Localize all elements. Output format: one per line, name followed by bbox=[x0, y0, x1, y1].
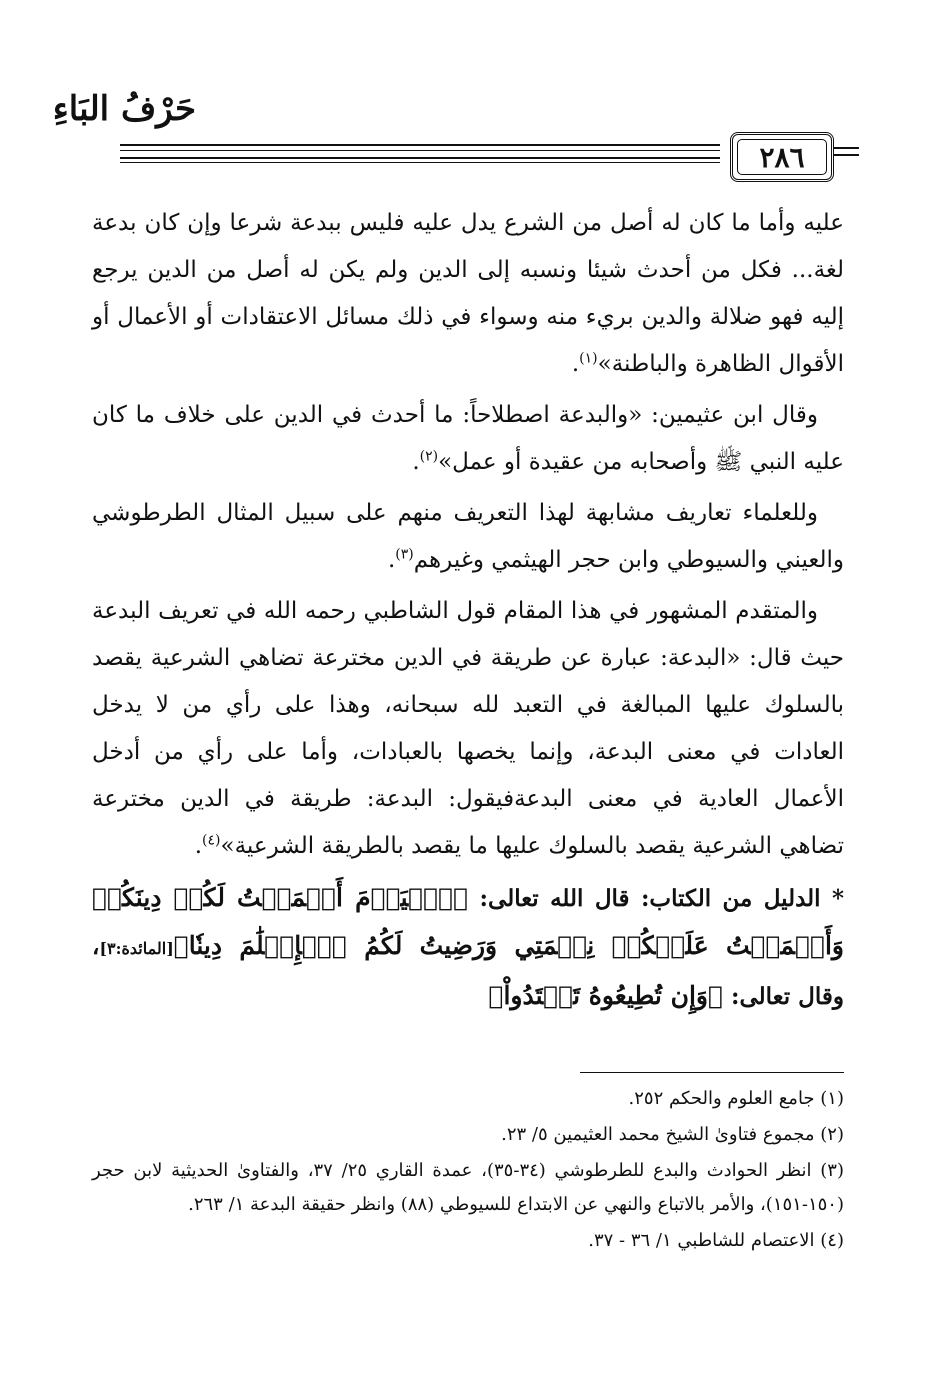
verse-source: [المائدة:٣] bbox=[99, 939, 174, 958]
footnotes bbox=[92, 1080, 844, 1260]
paragraph: وقال ابن عثيمين: «والبدعة اصطلاحاً: ما أحدث في الدين على خلاف ما كان عليه النبي ﷺ وأصحابه من عقيدة أو عمل»$^{(٢)}$. bbox=[92, 402, 844, 475]
paragraph: والمتقدم المشهور في هذا المقام قول الشاطبي رحمه الله في تعريف البدعة حيث قال: «البدعة: عبارة عن طريقة في الدين مخترعة تضاهي الشرعية يقصد بالسلوك عليها المبالغة في التعبد لله سبحانه، وهذا على رأي من لا يدخل العادات في معنى البدعة، وإنما يخصها بالعبادات، وأما على رأي من أدخل الأعمال العادية في معنى البدعةفيقول: البدعة: طريقة في الدين مخترعة تضاهي الشرعية يقصد بالسلوك عليها ما يقصد بالطريقة الشرعية»$^{(٤)}$. bbox=[92, 598, 844, 859]
footnote: (٢) مجموع فتاوىٰ الشيخ محمد العثيمين ٥/ ٢٣. bbox=[501, 1124, 844, 1145]
quran-verse: ﴿ٱلۡيَوۡمَ أَكۡمَلۡتُ لَكُمۡ دِينَكُمۡ وَأَتۡمَمۡتُ عَلَيۡكُمۡ نِعۡمَتِي وَرَضِيتُ لَكُمُ ٱلۡإِسۡلَٰمَ دِينٗا﴾ bbox=[92, 883, 844, 960]
page-number-box bbox=[730, 132, 834, 182]
main-text bbox=[92, 200, 844, 1024]
paragraph: وللعلماء تعاريف مشابهة لهذا التعريف منهم على سبيل المثال الطرطوشي والعيني والسيوطي وابن حجر الهيثمي وغيرهم$^{(٣)}$. bbox=[92, 500, 844, 573]
page-header-title: حَرْفُ البَاءِ bbox=[52, 89, 196, 129]
quran-evidence: * الدليل من الكتاب: قال الله تعالى: ﴿ٱلۡيَوۡمَ أَكۡمَلۡتُ لَكُمۡ دِينَكُمۡ وَأَتۡمَمۡتُ عَلَيۡكُمۡ نِعۡمَتِي وَرَضِيتُ لَكُمُ ٱلۡإِسۡلَٰمَ دِينٗا﴾[المائدة:٣]، وقال تعالى: ﴿وَإِن تُطِيعُوهُ تَهۡتَدُواْ﴾ bbox=[92, 883, 844, 1010]
evidence-label: * الدليل من الكتاب: bbox=[640, 885, 844, 912]
footnote-ref: (١) bbox=[579, 350, 598, 367]
footnote-separator bbox=[580, 1072, 844, 1073]
page-number-ornament bbox=[833, 142, 859, 166]
footnote: (١) جامع العلوم والحكم ٢٥٢. bbox=[628, 1088, 844, 1109]
header-rule bbox=[120, 140, 720, 166]
page-number: ٢٨٦ bbox=[759, 140, 805, 174]
footnote-ref: (٤) bbox=[202, 832, 221, 849]
paragraph: عليه وأما ما كان له أصل من الشرع يدل عليه فليس ببدعة شرعا وإن كان بدعة لغة... فكل من أحدث شيئا ونسبه إلى الدين ولم يكن له أصل من الدين يرجع إليه فهو ضلالة والدين بريء منه وسواء في ذلك مسائل الاعتقادات أو الأعمال أو الأقوال الظاهرة والباطنة»$^{(١)}$. bbox=[92, 210, 844, 377]
footnote-ref: (٣) bbox=[395, 546, 414, 563]
footnote: (٤) الاعتصام للشاطبي ١/ ٣٦ - ٣٧. bbox=[588, 1230, 844, 1251]
quran-verse: ﴿وَإِن تُطِيعُوهُ تَهۡتَدُواْ﴾ bbox=[488, 981, 723, 1010]
footnote: (٣) انظر الحوادث والبدع للطرطوشي (٣٤-٣٥)، عمدة القاري ٢٥/ ٣٧، والفتاوىٰ الحديثية لابن حجر (١٥٠-١٥١)، والأمر بالاتباع والنهي عن الابتداع للسيوطي (٨٨) وانظر حقيقة البدعة ١/ ٢٦٣. bbox=[92, 1160, 844, 1215]
footnote-ref: (٢) bbox=[419, 448, 439, 465]
